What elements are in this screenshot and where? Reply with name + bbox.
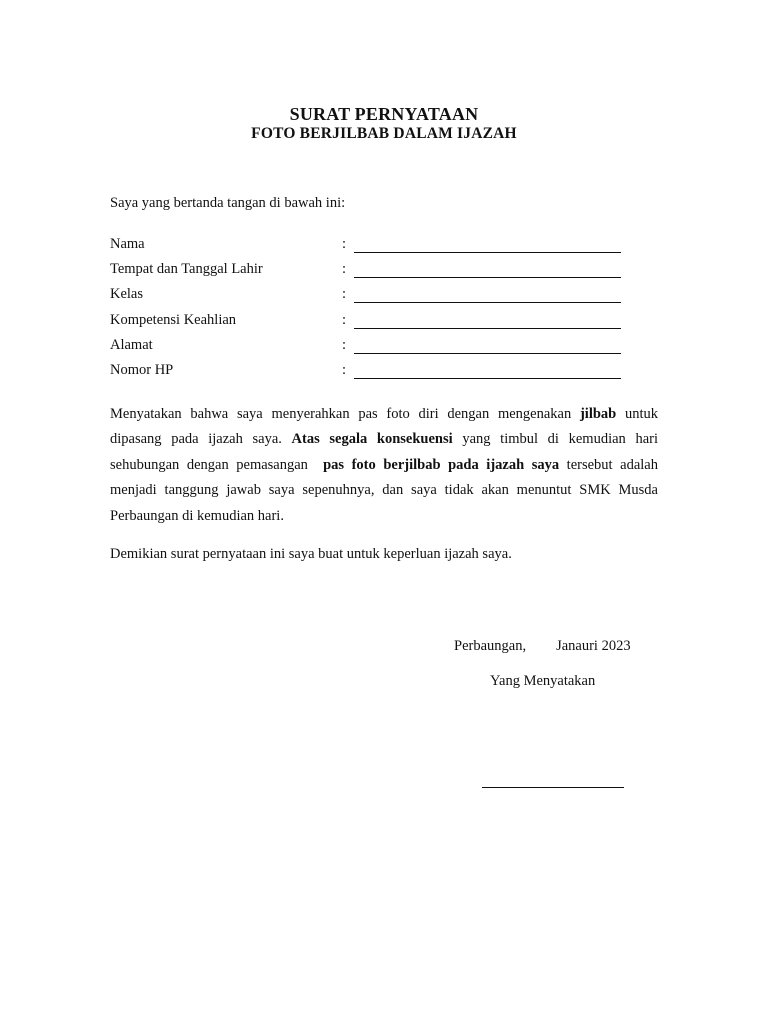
fill-in-line <box>354 302 621 303</box>
field-row-kompetensi-keahlian <box>110 312 630 337</box>
field-label: Nama <box>110 236 145 252</box>
statement-emphasis: pas foto berjilbab pada ijazah saya <box>323 456 560 473</box>
field-row-nomor-hp <box>110 362 630 387</box>
field-row-kelas <box>110 286 630 311</box>
fill-in-line <box>354 378 621 379</box>
statement-text: untuk dipasang pada ijazah saya. <box>110 406 658 448</box>
fill-in-line <box>354 277 621 278</box>
identity-fields <box>110 236 630 387</box>
fill-in-line <box>354 252 621 253</box>
statement-text: yang timbul di kemudian hari sehubungan dengan pemasangan <box>110 431 662 473</box>
field-label: Kelas <box>110 286 144 303</box>
closing-text: Demikian surat pernyataan ini saya buat untuk keperluan ijazah saya. <box>110 546 512 562</box>
date: Janauri 2023 <box>556 638 631 654</box>
document-subtitle: FOTO BERJILBAB DALAM IJAZAH <box>251 125 517 142</box>
field-label: Tempat dan Tanggal Lahir <box>110 261 263 278</box>
statement-text: Menyatakan bahwa saya menyerahkan pas foto diri dengan mengenakan <box>110 406 580 422</box>
field-colon: : <box>342 236 347 252</box>
statement-paragraph <box>110 402 662 529</box>
field-colon: : <box>342 361 347 378</box>
statement-emphasis: jilbab <box>579 406 617 422</box>
signer-label: Yang Menyatakan <box>490 673 596 689</box>
field-colon: : <box>342 261 347 278</box>
field-label: Alamat <box>110 336 153 353</box>
statement-text: tersebut adalah menjadi tanggung jawab saya sepenuhnya, dan saya tidak akan menuntut SMK Musda Perbaungan di kemudian hari. <box>110 456 658 524</box>
field-colon: : <box>342 311 347 328</box>
field-row-nama <box>110 236 630 261</box>
fill-in-line <box>354 353 621 354</box>
statement-emphasis: Atas segala konsekuensi <box>291 431 453 448</box>
signature-line <box>482 787 624 788</box>
field-colon: : <box>342 336 347 353</box>
intro-text: Saya yang bertanda tangan di bawah ini: <box>110 195 346 211</box>
place: Perbaungan, <box>454 638 527 654</box>
field-label: Nomor HP <box>110 361 174 378</box>
field-row-alamat <box>110 337 630 362</box>
fill-in-line <box>354 328 621 329</box>
place-date <box>454 638 631 655</box>
document-title: SURAT PERNYATAAN <box>289 104 479 124</box>
field-label: Kompetensi Keahlian <box>110 311 237 328</box>
field-colon: : <box>342 286 347 303</box>
field-row-tempat-tanggal-lahir <box>110 261 630 286</box>
